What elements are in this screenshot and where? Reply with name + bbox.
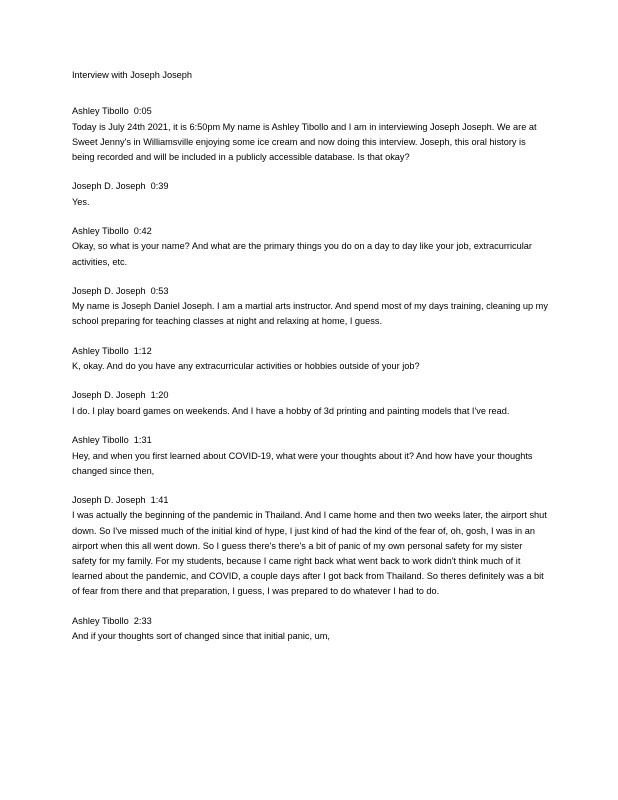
transcript-entry [72, 433, 548, 479]
transcript-entry [72, 284, 548, 330]
transcript-entry [72, 614, 548, 645]
speech-text: I was actually the beginning of the pandemic in Thailand. And I came home and then two weeks later, the airport shut down. So I've missed much of the initial kind of hype, I just kind of had the kind of the fear of, oh, gosh, I was in an airport when this all went down. So I guess there's there's a bit of panic of my own personal safety for my sister safety for my family. For my students, because I came right back what went back to work didn't think much of it learned about the pandemic, and COVID, a couple days after I got back from Thailand. So theres definitely was a bit of fear from there and that preparation, I guess, I was prepared to do whatever I had to do. [72, 510, 547, 597]
speaker-timestamp-line: Ashley Tibollo 0:05 [72, 106, 152, 116]
speech-text: And if your thoughts sort of changed since that initial panic, um, [72, 631, 330, 642]
transcript-entry [72, 388, 548, 419]
speaker-timestamp-line: Ashley Tibollo 2:33 [72, 615, 152, 626]
speaker-timestamp-line: Joseph D. Joseph 0:39 [72, 181, 169, 192]
transcript-entry [72, 104, 548, 165]
speech-text: I do. I play board games on weekends. And I have a hobby of 3d printing and painting models that I've read. [72, 405, 510, 416]
speaker-timestamp-line: Ashley Tibollo 1:12 [72, 345, 152, 356]
speaker-timestamp-line: Ashley Tibollo 1:31 [72, 435, 152, 446]
speech-text: Okay, so what is your name? And what are the primary things you do on a day to day like your job, extracurricular activities, etc. [72, 241, 532, 267]
speech-text: K, okay. And do you have any extracurricular activities or hobbies outside of your job? [72, 361, 420, 372]
transcript-entry [72, 179, 548, 210]
speaker-timestamp-line: Joseph D. Joseph 1:41 [72, 494, 169, 505]
speaker-timestamp-line: Joseph D. Joseph 0:53 [72, 285, 169, 296]
speech-text: Yes. [72, 196, 90, 207]
transcript-entry [72, 344, 548, 375]
speaker-timestamp-line: Joseph D. Joseph 1:20 [72, 390, 169, 401]
speech-text: Today is July 24th 2021, it is 6:50pm My name is Ashley Tibollo and I am in interviewing Joseph Joseph. We are at Sweet Jenny's in Williamsville enjoying some ice cream and now doing this interview. Joseph, this oral history is being recorded and will be included in a publicly accessible database. Is that okay? [72, 121, 537, 162]
speech-text: Hey, and when you first learned about COVID-19, what were your thoughts about it? And how have your thoughts changed since then, [72, 450, 533, 476]
document-title: Interview with Joseph Joseph [72, 70, 193, 80]
speaker-timestamp-line: Ashley Tibollo 0:42 [72, 225, 152, 236]
transcript-entry [72, 224, 548, 270]
speech-text: My name is Joseph Daniel Joseph. I am a martial arts instructor. And spend most of my days training, cleaning up my school preparing for teaching classes at night and relaxing at home, I guess. [72, 301, 548, 327]
transcript-entry [72, 493, 548, 600]
